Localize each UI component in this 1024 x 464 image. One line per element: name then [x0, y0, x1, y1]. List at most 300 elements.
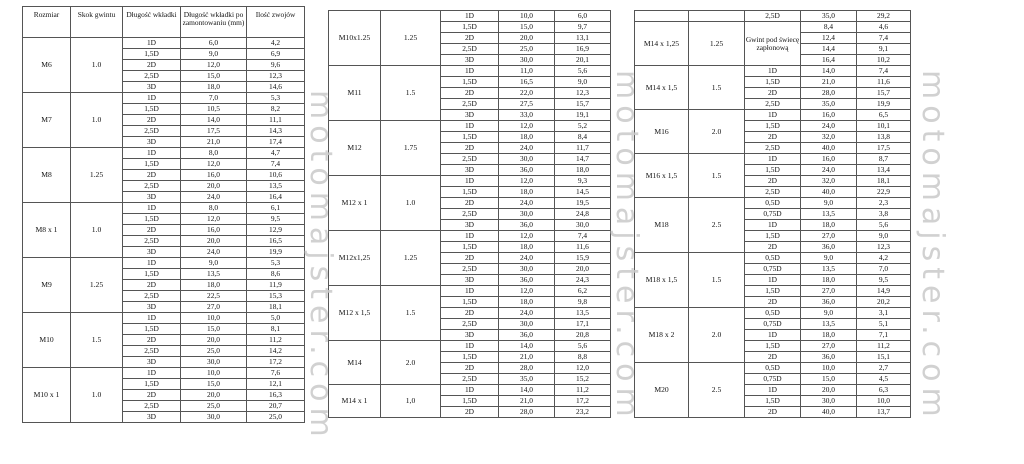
length-cell: 9,0	[181, 49, 247, 60]
coils-cell: 13,4	[857, 165, 911, 176]
length-cell: 28,0	[499, 407, 555, 418]
coils-cell: 9,5	[857, 275, 911, 286]
length-cell: 24,0	[801, 121, 857, 132]
size-cell: M18 x 2	[635, 308, 689, 363]
coils-cell: 15,7	[857, 88, 911, 99]
table-row	[23, 148, 305, 159]
ratio-cell: 0,5D	[745, 308, 801, 319]
pitch-cell: 1.25	[71, 148, 123, 203]
length-cell: 16,0	[181, 170, 247, 181]
ratio-cell: 1,5D	[745, 341, 801, 352]
ratio-cell: 2,5D	[441, 319, 499, 330]
coils-cell: 7,4	[857, 33, 911, 44]
coils-cell: 11,9	[247, 280, 305, 291]
length-cell: 32,0	[801, 176, 857, 187]
coils-cell: 15,2	[555, 374, 611, 385]
coils-cell: 6,9	[247, 49, 305, 60]
pitch-cell: 2.0	[381, 341, 441, 385]
length-cell: 40,0	[801, 143, 857, 154]
coils-cell: 16,3	[247, 390, 305, 401]
coils-cell: 7,6	[247, 368, 305, 379]
length-cell: 10,0	[801, 363, 857, 374]
length-cell: 40,0	[801, 407, 857, 418]
ratio-cell: 1D	[441, 11, 499, 22]
length-cell: 36,0	[499, 330, 555, 341]
length-cell: 9,0	[801, 308, 857, 319]
coils-cell: 12,9	[247, 225, 305, 236]
length-cell: 14,0	[499, 341, 555, 352]
coils-cell: 11,6	[555, 242, 611, 253]
pitch-cell: 1.25	[689, 22, 745, 66]
coils-cell: 20,8	[555, 330, 611, 341]
coils-cell: 5,3	[247, 93, 305, 104]
table-row	[329, 11, 611, 22]
length-cell: 21,0	[801, 77, 857, 88]
header-insert-length: Długość wkładki	[123, 7, 181, 38]
ratio-cell: 2D	[745, 132, 801, 143]
table-row	[329, 385, 611, 396]
coils-cell: 11,7	[555, 143, 611, 154]
length-cell: 36,0	[801, 297, 857, 308]
coils-cell: 7,4	[857, 66, 911, 77]
length-cell: 12,0	[499, 231, 555, 242]
coils-cell: 2,3	[857, 198, 911, 209]
ratio-cell: 1,5D	[441, 77, 499, 88]
size-cell: M14 x 1,25	[635, 22, 689, 66]
coils-cell: 8,7	[857, 154, 911, 165]
coils-cell: 7,0	[857, 264, 911, 275]
length-cell: 15,0	[181, 379, 247, 390]
thread-insert-table-1	[22, 6, 305, 423]
coils-cell: 3,8	[857, 209, 911, 220]
size-cell: M8	[23, 148, 71, 203]
coils-cell: 5,0	[247, 313, 305, 324]
coils-cell: 20,7	[247, 401, 305, 412]
ratio-cell: 2D	[441, 198, 499, 209]
length-cell: 40,0	[801, 187, 857, 198]
ratio-cell: 0,75D	[745, 209, 801, 220]
coils-cell: 12,3	[857, 242, 911, 253]
coils-cell: 10,1	[857, 121, 911, 132]
ratio-cell: 0,75D	[745, 374, 801, 385]
table-row	[329, 176, 611, 187]
length-cell: 10,0	[181, 368, 247, 379]
coils-cell: 13,5	[247, 181, 305, 192]
ratio-cell: 1D	[123, 93, 181, 104]
coils-cell: 10,0	[857, 396, 911, 407]
length-cell: 36,0	[801, 352, 857, 363]
watermark: motomajster.com	[303, 90, 338, 443]
length-cell: 27,0	[181, 302, 247, 313]
coils-cell: 19,1	[555, 110, 611, 121]
length-cell: 32,0	[801, 132, 857, 143]
coils-cell: 5,6	[857, 220, 911, 231]
blank-cell	[635, 11, 689, 22]
length-cell: 10,0	[499, 11, 555, 22]
coils-cell: 9,7	[555, 22, 611, 33]
coils-cell: 8,1	[247, 324, 305, 335]
length-cell: 20,0	[181, 236, 247, 247]
table-row	[635, 308, 911, 319]
pitch-cell: 2.5	[689, 363, 745, 418]
ratio-cell: 1D	[441, 286, 499, 297]
length-cell: 12,0	[181, 60, 247, 71]
length-cell: 27,0	[801, 286, 857, 297]
ratio-cell: 2D	[441, 253, 499, 264]
coils-cell: 14,7	[555, 154, 611, 165]
ratio-cell: 1,5D	[123, 104, 181, 115]
ratio-cell: 2D	[441, 88, 499, 99]
length-cell: 9,0	[181, 258, 247, 269]
length-cell: 35,0	[801, 99, 857, 110]
coils-cell: 6,2	[555, 286, 611, 297]
pitch-cell: 2.0	[689, 308, 745, 363]
ratio-cell: 3D	[123, 302, 181, 313]
length-cell: 12,0	[499, 121, 555, 132]
length-cell: 18,0	[801, 220, 857, 231]
coils-cell: 6,1	[247, 203, 305, 214]
ratio-cell: 3D	[123, 192, 181, 203]
length-cell: 30,0	[499, 154, 555, 165]
size-cell: M14 x 1	[329, 385, 381, 418]
coils-cell: 19,5	[555, 198, 611, 209]
size-cell: M6	[23, 38, 71, 93]
ratio-cell: 3D	[441, 275, 499, 286]
length-cell: 27,0	[801, 341, 857, 352]
length-cell: 36,0	[801, 242, 857, 253]
coils-cell: 10,6	[247, 170, 305, 181]
blank-cell	[689, 11, 745, 22]
ratio-cell: 0,75D	[745, 264, 801, 275]
length-cell: 18,0	[801, 275, 857, 286]
coils-cell: 8,2	[247, 104, 305, 115]
length-cell: 30,0	[499, 55, 555, 66]
table-row	[635, 110, 911, 121]
table-header-row	[23, 7, 305, 38]
length-cell: 18,0	[499, 242, 555, 253]
coils-cell: 9,1	[857, 44, 911, 55]
ratio-cell: 2,5D	[123, 181, 181, 192]
ratio-cell: 3D	[441, 165, 499, 176]
pitch-cell: 2.5	[689, 198, 745, 253]
length-cell: 35,0	[801, 11, 857, 22]
ratio-cell: 2,5D	[441, 44, 499, 55]
table-row	[635, 66, 911, 77]
coils-cell: 15,1	[857, 352, 911, 363]
table-row	[635, 11, 911, 22]
header-size: Rozmiar	[23, 7, 71, 38]
header-pitch: Skok gwintu	[71, 7, 123, 38]
coils-cell: 6,5	[857, 110, 911, 121]
coils-cell: 12,3	[555, 88, 611, 99]
ratio-cell: 1D	[441, 385, 499, 396]
ratio-cell: 2,5D	[441, 374, 499, 385]
ratio-cell: 1D	[441, 231, 499, 242]
coils-cell: 4,7	[247, 148, 305, 159]
coils-cell: 17,5	[857, 143, 911, 154]
length-cell: 21,0	[499, 352, 555, 363]
ratio-cell: 2D	[441, 363, 499, 374]
coils-cell: 11,2	[555, 385, 611, 396]
coils-cell: 11,2	[247, 335, 305, 346]
length-cell: 33,0	[499, 110, 555, 121]
table-row	[23, 203, 305, 214]
coils-cell: 8,8	[555, 352, 611, 363]
length-cell: 14,0	[801, 66, 857, 77]
length-cell: 30,0	[181, 412, 247, 423]
ratio-cell: 1,5D	[745, 286, 801, 297]
ratio-cell: 1,5D	[441, 352, 499, 363]
size-cell: M9	[23, 258, 71, 313]
ratio-cell: 3D	[441, 330, 499, 341]
table-row	[329, 231, 611, 242]
ratio-cell: 2,5D	[123, 126, 181, 137]
ratio-cell: 2,5D	[123, 401, 181, 412]
size-cell: M10x1.25	[329, 11, 381, 66]
ratio-cell: 1,5D	[123, 159, 181, 170]
size-cell: M11	[329, 66, 381, 121]
coils-cell: 9,8	[555, 297, 611, 308]
length-cell: 22,5	[181, 291, 247, 302]
length-cell: 16,0	[801, 154, 857, 165]
coils-cell: 9,0	[555, 77, 611, 88]
pitch-cell: 1.75	[381, 121, 441, 176]
coils-cell: 19,9	[857, 99, 911, 110]
coils-cell: 9,6	[247, 60, 305, 71]
ratio-cell: 2D	[123, 225, 181, 236]
pitch-cell: 1.25	[71, 258, 123, 313]
length-cell: 21,0	[181, 137, 247, 148]
ratio-cell: 2D	[745, 88, 801, 99]
length-cell: 20,0	[181, 335, 247, 346]
coils-cell: 5,6	[555, 66, 611, 77]
coils-cell: 5,1	[857, 319, 911, 330]
length-cell: 36,0	[499, 165, 555, 176]
size-cell: M8 x 1	[23, 203, 71, 258]
coils-cell: 7,1	[857, 330, 911, 341]
length-cell: 24,0	[181, 192, 247, 203]
length-cell: 16,4	[801, 55, 857, 66]
ratio-cell: 2D	[441, 33, 499, 44]
ratio-cell: 2,5D	[123, 236, 181, 247]
ratio-cell: 2,5D	[123, 346, 181, 357]
length-cell: 22,0	[499, 88, 555, 99]
ratio-cell: 2D	[745, 407, 801, 418]
table-row	[635, 154, 911, 165]
coils-cell: 16,4	[247, 192, 305, 203]
length-cell: 9,0	[801, 198, 857, 209]
coils-cell: 5,6	[555, 341, 611, 352]
ratio-cell: 2,5D	[441, 154, 499, 165]
size-cell: M12 x 1	[329, 176, 381, 231]
ratio-cell: 1D	[745, 275, 801, 286]
table-row	[635, 198, 911, 209]
coils-cell: 8,4	[555, 132, 611, 143]
length-cell: 8,4	[801, 22, 857, 33]
size-cell: M14 x 1,5	[635, 66, 689, 110]
ratio-cell: 1D	[123, 148, 181, 159]
size-cell: M18 x 1,5	[635, 253, 689, 308]
coils-cell: 16,9	[555, 44, 611, 55]
length-cell: 24,0	[499, 308, 555, 319]
pitch-cell: 1.0	[71, 368, 123, 423]
length-cell: 13,5	[181, 269, 247, 280]
table-row	[635, 22, 911, 33]
length-cell: 30,0	[181, 357, 247, 368]
coils-cell: 13,1	[555, 33, 611, 44]
pitch-cell: 1.5	[689, 253, 745, 308]
ratio-cell: 2,5D	[745, 11, 801, 22]
ratio-cell: 2D	[441, 143, 499, 154]
coils-cell: 15,9	[555, 253, 611, 264]
ratio-cell: 2D	[441, 308, 499, 319]
ratio-cell: 2,5D	[441, 264, 499, 275]
length-cell: 36,0	[499, 275, 555, 286]
ratio-cell: 0,5D	[745, 198, 801, 209]
coils-cell: 24,3	[555, 275, 611, 286]
length-cell: 30,0	[499, 264, 555, 275]
length-cell: 10,0	[181, 313, 247, 324]
ratio-cell: 1,5D	[745, 396, 801, 407]
ratio-cell: 2D	[123, 115, 181, 126]
length-cell: 20,0	[801, 385, 857, 396]
ratio-cell: 2D	[123, 390, 181, 401]
length-cell: 18,0	[499, 132, 555, 143]
spark-plug-note: Gwint pod świecę zapłonową	[745, 22, 801, 66]
table-row	[635, 253, 911, 264]
length-cell: 15,0	[499, 22, 555, 33]
pitch-cell: 1.5	[689, 154, 745, 198]
ratio-cell: 1D	[745, 385, 801, 396]
table-row	[23, 93, 305, 104]
length-cell: 18,0	[499, 297, 555, 308]
length-cell: 13,5	[801, 209, 857, 220]
ratio-cell: 2,5D	[441, 99, 499, 110]
header-coil-count: Ilość zwojów	[247, 7, 305, 38]
ratio-cell: 1,5D	[123, 269, 181, 280]
ratio-cell: 1D	[123, 368, 181, 379]
length-cell: 25,0	[181, 346, 247, 357]
coils-cell: 9,3	[555, 176, 611, 187]
coils-cell: 2,7	[857, 363, 911, 374]
coils-cell: 4,6	[857, 22, 911, 33]
size-cell: M10	[23, 313, 71, 368]
ratio-cell: 1,5D	[123, 49, 181, 60]
ratio-cell: 1,5D	[123, 379, 181, 390]
size-cell: M10 x 1	[23, 368, 71, 423]
table-row	[329, 286, 611, 297]
ratio-cell: 3D	[123, 137, 181, 148]
ratio-cell: 1,5D	[441, 396, 499, 407]
coils-cell: 13,7	[857, 407, 911, 418]
ratio-cell: 2D	[123, 60, 181, 71]
length-cell: 15,0	[181, 71, 247, 82]
coils-cell: 14,9	[857, 286, 911, 297]
table-row	[23, 368, 305, 379]
coils-cell: 15,3	[247, 291, 305, 302]
size-cell: M20	[635, 363, 689, 418]
ratio-cell: 1,5D	[441, 132, 499, 143]
pitch-cell: 1.5	[381, 286, 441, 341]
length-cell: 15,0	[181, 324, 247, 335]
coils-cell: 11,6	[857, 77, 911, 88]
length-cell: 12,0	[499, 286, 555, 297]
table-row	[329, 341, 611, 352]
ratio-cell: 2D	[441, 407, 499, 418]
ratio-cell: 2,5D	[745, 99, 801, 110]
coils-cell: 25,0	[247, 412, 305, 423]
ratio-cell: 1D	[745, 330, 801, 341]
length-cell: 7,0	[181, 93, 247, 104]
coils-cell: 15,7	[555, 99, 611, 110]
table-row	[635, 363, 911, 374]
length-cell: 24,0	[499, 143, 555, 154]
pitch-cell: 1.5	[689, 66, 745, 110]
ratio-cell: 1,5D	[123, 324, 181, 335]
coils-cell: 12,1	[247, 379, 305, 390]
ratio-cell: 2D	[123, 280, 181, 291]
length-cell: 25,0	[181, 401, 247, 412]
pitch-cell: 1.5	[71, 313, 123, 368]
length-cell: 27,5	[499, 99, 555, 110]
length-cell: 8,0	[181, 203, 247, 214]
length-cell: 14,0	[499, 385, 555, 396]
length-cell: 18,0	[181, 82, 247, 93]
ratio-cell: 1,5D	[123, 214, 181, 225]
length-cell: 30,0	[499, 319, 555, 330]
ratio-cell: 1D	[441, 341, 499, 352]
ratio-cell: 3D	[441, 110, 499, 121]
coils-cell: 22,9	[857, 187, 911, 198]
length-cell: 13,5	[801, 319, 857, 330]
coils-cell: 14,2	[247, 346, 305, 357]
length-cell: 16,5	[499, 77, 555, 88]
length-cell: 6,0	[181, 38, 247, 49]
coils-cell: 3,1	[857, 308, 911, 319]
ratio-cell: 1D	[123, 203, 181, 214]
pitch-cell: 1.0	[71, 38, 123, 93]
ratio-cell: 1D	[123, 258, 181, 269]
ratio-cell: 2,5D	[745, 187, 801, 198]
coils-cell: 24,8	[555, 209, 611, 220]
length-cell: 24,0	[499, 253, 555, 264]
coils-cell: 18,1	[857, 176, 911, 187]
ratio-cell: 1,5D	[745, 121, 801, 132]
length-cell: 14,4	[801, 44, 857, 55]
size-cell: M16 x 1,5	[635, 154, 689, 198]
pitch-cell: 1,0	[381, 385, 441, 418]
ratio-cell: 3D	[441, 55, 499, 66]
coils-cell: 20,2	[857, 297, 911, 308]
ratio-cell: 3D	[123, 412, 181, 423]
size-cell: M12 x 1,5	[329, 286, 381, 341]
coils-cell: 13,8	[857, 132, 911, 143]
length-cell: 30,0	[801, 396, 857, 407]
coils-cell: 14,3	[247, 126, 305, 137]
coils-cell: 10,2	[857, 55, 911, 66]
ratio-cell: 1D	[123, 313, 181, 324]
thread-insert-table-2	[328, 10, 611, 418]
length-cell: 15,0	[801, 374, 857, 385]
coils-cell: 14,6	[247, 82, 305, 93]
ratio-cell: 1D	[441, 66, 499, 77]
ratio-cell: 2D	[745, 242, 801, 253]
length-cell: 10,5	[181, 104, 247, 115]
length-cell: 28,0	[801, 88, 857, 99]
size-cell: M14	[329, 341, 381, 385]
ratio-cell: 1D	[745, 154, 801, 165]
coils-cell: 20,1	[555, 55, 611, 66]
